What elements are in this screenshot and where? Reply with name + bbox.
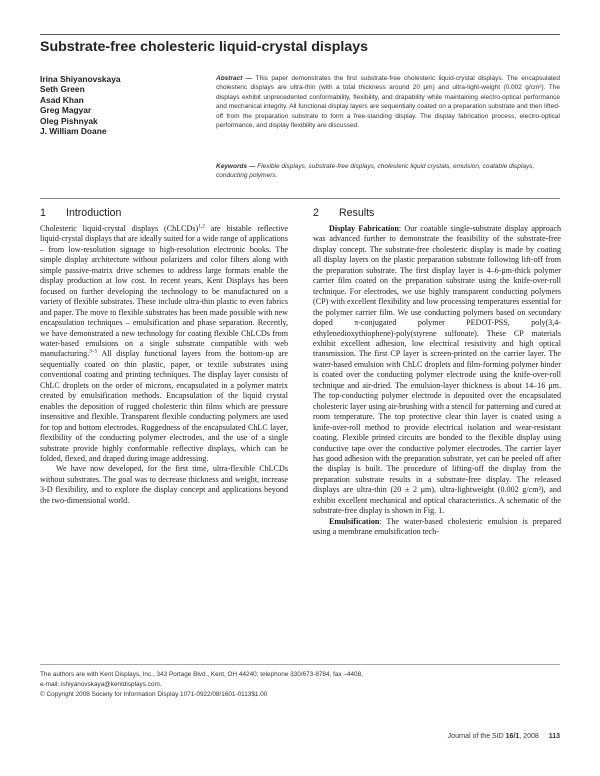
section-heading-results — [313, 207, 374, 219]
author-name: Asad Khan — [40, 94, 84, 105]
copyright-notice: © Copyright 2008 Society for Information Display 1071-0922/08/1601-0113$1.00 — [40, 691, 268, 698]
section-title: Introduction — [66, 207, 122, 219]
footnotes — [40, 670, 560, 700]
section-number: 2 — [313, 207, 319, 219]
header-rule — [40, 198, 560, 199]
paragraph-title: Emulsification — [329, 516, 380, 526]
section-number: 1 — [40, 207, 46, 219]
intro-paragraph: We have now developed, for the first time, ultra-flexible ChLCDs without substrates. The goal was to decrease thickness and weight, increase 3-D flexibility, and to explore the display concept and applications beyond the two-dimensional world. — [40, 464, 288, 505]
results-paragraph — [313, 517, 561, 538]
results-text: : Our coatable single-substrate display approach was advanced further to demonstrate the feasibility of the substrate-free display concept. The substrate-free cholesteric display is made by coating all display layers on the plastic preparation substrate following lift-off from the preparation substrate. The first display layer is 4–6-μm-thick polymer carrier film coated on the preparation substrate using the knife-over-roll technique. For electrodes, we use highly transparent conducting polymers (CP) with excellent flexibility and low processing temperatures essential for the polymer carrier film. We use conducting polymers based on secondary doped π-conjugated polymer PEDOT-PSS, poly(3,4-ethylenedioxythiophene)-poly(styrene sulfonate). These CP materials exhibit excellent adhesion, low electrical resistivity and high optical transmission. The first CP layer is screen-printed on the carrier layer. The water-based emulsion with ChLC droplets and film-forming polymer binder is coated over the conducting polymer electrode using the knife-over-roll technique and air-dried. The emulsion-layer thickness is about 14–16 μm. The top-conducting polymer electrode is deposited over the encapsulated cholesteric layer using air-brushing with a stencil for patterning and cured at room temperature. The top protective clear thin layer is coated using a knife-over-roll method to provide electrical isolation and wear-resistant coating. Flexible printed circuits are bonded to the flexible display using conductive tape over the conductive polymer electrodes. The carrier layer has good adhesion with the preparation substrate, yet can be peeled off after the display is built. The procedure of lifting-off the display from the preparation substrate results in a substrate-free display. The released displays are ultra-thin (20 ± 2 μm), ultra-lightweight (0.002 g/cm²), and exhibit excellent mechanical and optical characteristics. A schematic of the substrate-free display is shown in Fig. 1. — [313, 224, 561, 516]
journal-name: Journal of the SID — [447, 733, 504, 740]
intro-text: All display functional layers from the bottom-up are sequentially coated on thin plastic, paper, or textile substrates using conventional coating and printing techniques. The display layer consists of ChLC droplets on the order of microns, encapsulated in a polymer matrix created by emulsification methods. Encapsulation of the liquid crystal enables the deposition of rugged cholesteric thin films which are pressure insensitive and flexible. Transparent flexible conducting polymers are used for top and bottom electrodes. Ruggedness of the encapsulated ChLC layer, flexibility of the conducting polymer electrodes, and the use of a single substrate provide highly conformable reflective displays, which can be folded, flexed, and draped during image addressing. — [40, 349, 288, 463]
abstract — [216, 74, 560, 130]
results-text: : The water-based cholesteric emulsion is prepared using a membrane emulsification tech- — [313, 516, 561, 537]
abstract-text: This paper demonstrates the first substrate-free cholesteric liquid-crystal displays. The encapsulated cholesteric displays are ultra-thin (with a total thickness around 20 μm) and ultra-light-weight (0.002 g/cm²). The displays exhibit unprecedented conformability, flexibility, and drapability while maintaining electro-optical performance and mechanical integrity. All functional display layers are sequentially coated on a preparation substrate and then lifted-off from the preparation substrate to form a free-standing display. The display fabrication process, electro-optical performance, and display flexibility are discussed. — [216, 75, 560, 130]
keywords-text: Flexible displays, substrate-free displays, cholesteric liquid crystals, emulsion, coatable displays, conducting polymers. — [216, 163, 535, 180]
intro-text: are bistable reflective liquid-crystal displays that are ideally suited for a wide range of applications – from low-resolution signage to high-resolution electronic books. The simple display architecture without polarizers and color filters along with simple passive-matrix drive schemes to address large formats enable the display production at low cost. In recent years, Kent Displays has been focused on further developing the technology to be manufactured on a variety of flexible substrates. These include ultra-thin plastic to even fabrics and paper. The move to flexible substrates has been made possible with new encapsulation techniques – emulsification and phase separation. Recently, we have demonstrated a new technology for coating flexible ChLCDs from water-based emulsions on a single substrate compatible with web manufacturing. — [40, 224, 288, 359]
journal-volume: 16/1 — [505, 733, 520, 740]
section-title: Results — [339, 207, 375, 219]
author-name: J. William Doane — [40, 126, 107, 137]
author-affiliation: The authors are with Kent Displays, Inc., 343 Portage Blvd., Kent, OH 44240; telephone 330/673-8784, fax –4408, — [40, 671, 363, 678]
section-heading-introduction — [40, 207, 121, 219]
author-name: Seth Green — [40, 84, 85, 95]
results-paragraph — [313, 224, 561, 517]
paper-title: Substrate-free cholesteric liquid-crystal displays — [40, 39, 369, 55]
author-list — [40, 74, 200, 136]
abstract-label: Abstract — — [216, 75, 253, 82]
right-column — [313, 224, 561, 538]
paragraph-title: Display Fabrication — [329, 224, 399, 233]
reference-marker: 3–5 — [89, 348, 98, 355]
intro-text: Cholesteric liquid-crystal displays (ChLCDs) — [40, 224, 199, 233]
footnote-rule — [40, 664, 560, 665]
journal-year: , 2008 — [519, 733, 539, 740]
top-rule — [40, 34, 560, 35]
author-name: Greg Magyar — [40, 105, 92, 116]
author-name: Oleg Pishnyak — [40, 115, 98, 126]
left-column — [40, 224, 288, 506]
page-number: 113 — [548, 733, 560, 740]
intro-paragraph — [40, 224, 288, 464]
author-email: e-mail: ishiyanovskaya@kentdisplays.com. — [40, 681, 162, 688]
author-name: Irina Shiyanovskaya — [40, 74, 121, 84]
journal-footer — [408, 733, 560, 740]
reference-marker: 1,2 — [198, 223, 205, 230]
keywords — [216, 162, 560, 181]
keywords-label: Keywords — — [216, 163, 256, 170]
